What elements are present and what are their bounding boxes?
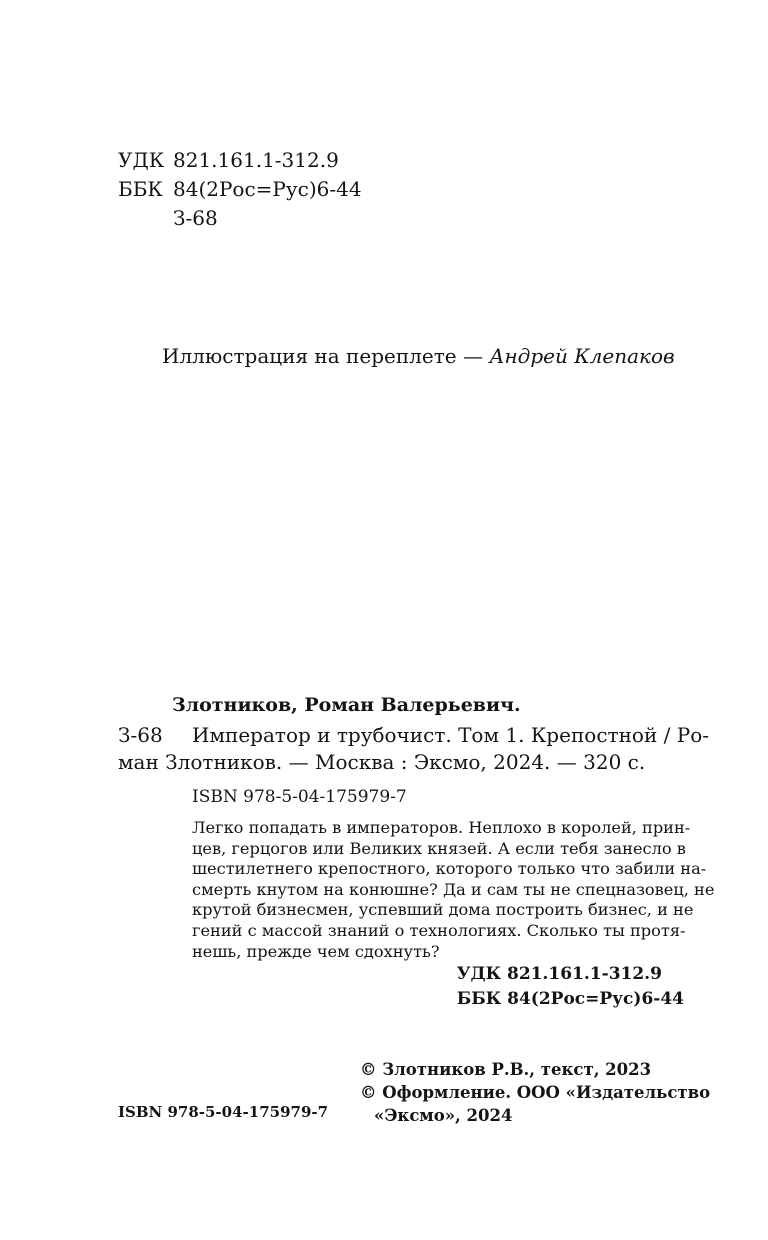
isbn-bottom: ISBN 978-5-04-175979-7 xyxy=(118,1103,329,1121)
annotation-line: гений с массой знаний о технологиях. Сколько ты протя- xyxy=(192,920,686,940)
udk-row xyxy=(118,146,362,175)
illustration-credit xyxy=(162,344,675,368)
illustration-artist: Андрей Клепаков xyxy=(489,344,675,368)
annotation-paragraph xyxy=(192,818,715,962)
title-line-2: ман Злотников. — Москва : Эксмо, 2024. — 320 с. xyxy=(118,750,646,774)
udk-label: УДК xyxy=(118,148,165,172)
bbk-bottom: ББК 84(2Рос=Рус)6-44 xyxy=(456,989,684,1009)
illustration-prefix: Иллюстрация на переплете — xyxy=(162,344,490,368)
record-author-code: З-68 xyxy=(118,723,163,747)
annotation-line: нешь, прежде чем сдохнуть? xyxy=(192,941,440,961)
copyright-line: © Оформление. ООО «Издательство xyxy=(360,1083,711,1102)
classification-block-top xyxy=(118,146,362,233)
annotation-line: Легко попадать в императоров. Неплохо в королей, прин- xyxy=(192,818,691,837)
copyright-line: «Эксмо», 2024 xyxy=(374,1106,513,1125)
bbk-label: ББК xyxy=(118,177,163,201)
record-isbn: ISBN 978-5-04-175979-7 xyxy=(192,787,407,807)
author-code-row xyxy=(118,204,362,233)
annotation-line: смерть кнутом на конюшне? Да и сам ты не спецназовец, не xyxy=(192,879,715,899)
copyright-block xyxy=(360,1058,710,1127)
annotation-line: шестилетнего крепостного, которого только что забили на- xyxy=(192,859,707,879)
udk-bottom: УДК 821.161.1-312.9 xyxy=(456,964,662,984)
bbk-value: 84(2Рос=Рус)6-44 xyxy=(173,177,362,201)
title-line-1: Император и трубочист. Том 1. Крепостной / Ро- xyxy=(192,723,709,747)
author-code: З-68 xyxy=(173,206,218,230)
author-heading: Злотников, Роман Валерьевич. xyxy=(172,694,521,716)
bbk-row xyxy=(118,175,362,204)
udk-value: 821.161.1-312.9 xyxy=(173,148,339,172)
copyright-line: © Злотников Р.В., текст, 2023 xyxy=(360,1060,652,1079)
classification-block-bottom xyxy=(457,962,684,1012)
annotation-line: цев, герцогов или Великих князей. А если тебя занесло в xyxy=(192,838,686,858)
annotation-line: крутой бизнесмен, успевший дома построить бизнес, и не xyxy=(192,900,694,920)
